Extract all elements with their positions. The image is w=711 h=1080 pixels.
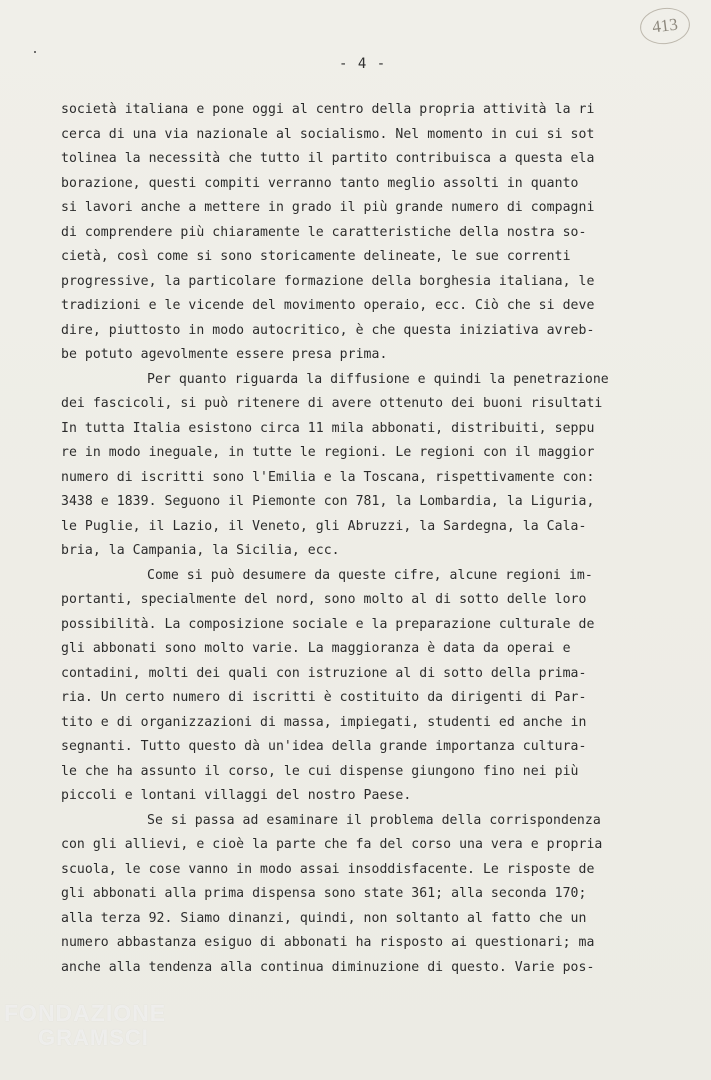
- text-line-33: gli abbonati alla prima dispensa sono state 361; alla seconda 170;: [61, 886, 587, 901]
- text-line-1: società italiana e pone oggi al centro della propria attività la ri: [61, 102, 595, 117]
- text-line-2: cerca di una via nazionale al socialismo. Nel momento in cui si sot: [61, 126, 595, 142]
- text-line-29: piccoli e lontani villaggi del nostro Paese.: [61, 788, 412, 803]
- text-line-14: In tutta Italia esistono circa 11 mila abbonati, distribuiti, seppu: [61, 420, 595, 436]
- text-line-36: anche alla tendenza alla continua diminuzione di questo. Varie pos-: [61, 959, 595, 975]
- text-line-10: dire, piuttosto in modo autocritico, è che questa iniziativa avreb-: [61, 322, 595, 338]
- text-line-22: possibilità. La composizione sociale e la preparazione culturale de: [61, 616, 595, 632]
- text-line-34: alla terza 92. Siamo dinanzi, quindi, non soltanto al fatto che un: [61, 910, 587, 926]
- text-line-6: di comprendere più chiaramente le caratteristiche della nostra so-: [61, 224, 587, 240]
- text-line-11: be potuto agevolmente essere presa prima.: [61, 347, 388, 362]
- text-line-15: re in modo ineguale, in tutte le regioni. Le regioni con il maggior: [61, 445, 595, 460]
- text-line-26: tito e di organizzazioni di massa, impiegati, studenti ed anche in: [61, 714, 587, 730]
- text-line-16: numero di iscritti sono l'Emilia e la Toscana, rispettivamente con:: [61, 469, 595, 485]
- text-line-9: tradizioni e le vicende del movimento operaio, ecc. Ciò che si deve: [61, 298, 595, 313]
- margin-mark: [34, 51, 36, 53]
- text-line-3: tolinea la necessità che tutto il partito contribuisca a questa ela: [61, 151, 595, 166]
- page-number: - 4 -: [339, 56, 387, 72]
- text-line-13: dei fascicoli, si può ritenere di avere ottenuto dei buoni risultati: [61, 396, 603, 411]
- text-line-30: Se si passa ad esaminare il problema della corrispondenza: [147, 812, 601, 828]
- text-line-8: progressive, la particolare formazione della borghesia italiana, le: [61, 273, 595, 289]
- text-line-35: numero abbastanza esiguo di abbonati ha risposto ai questionari; ma: [61, 935, 595, 950]
- watermark-line-2: GRAMSCI: [38, 1025, 149, 1050]
- text-line-27: segnanti. Tutto questo dà un'idea della grande importanza cultura-: [61, 739, 587, 754]
- text-line-31: con gli allievi, e cioè la parte che fa del corso una vera e propria: [61, 837, 603, 852]
- text-line-32: scuola, le cose vanno in modo assai insoddisfacente. Le risposte de: [61, 861, 595, 877]
- text-line-23: gli abbonati sono molto varie. La maggioranza è data da operai e: [61, 641, 571, 656]
- text-line-17: 3438 e 1839. Seguono il Piemonte con 781, la Lombardia, la Liguria,: [61, 494, 595, 509]
- watermark-line-1: FONDAZIONE: [4, 1000, 167, 1026]
- text-line-12: Per quanto riguarda la diffusione e quindi la penetrazione: [147, 371, 609, 387]
- text-line-20: Come si può desumere da queste cifre, alcune regioni im-: [147, 567, 593, 583]
- text-line-19: bria, la Campania, la Sicilia, ecc.: [61, 543, 340, 558]
- text-line-7: cietà, così come si sono storicamente delineate, le sue correnti: [61, 249, 571, 264]
- text-line-28: le che ha assunto il corso, le cui dispense giungono fino nei più: [61, 763, 579, 779]
- text-line-25: ria. Un certo numero di iscritti è costituito da dirigenti di Par-: [61, 690, 587, 705]
- text-line-18: le Puglie, il Lazio, il Veneto, gli Abruzzi, la Sardegna, la Cala-: [61, 518, 587, 534]
- archive-number-stamp: 413: [638, 5, 692, 47]
- text-line-5: si lavori anche a mettere in grado il più grande numero di compagni: [61, 200, 595, 215]
- text-line-4: borazione, questi compiti verranno tanto meglio assolti in quanto: [61, 175, 579, 191]
- archive-watermark: [4, 1002, 166, 1049]
- text-line-24: contadini, molti dei quali con istruzione al di sotto della prima-: [61, 665, 587, 681]
- typed-text-block: [61, 98, 651, 980]
- text-line-21: portanti, specialmente del nord, sono molto al di sotto delle loro: [61, 592, 587, 607]
